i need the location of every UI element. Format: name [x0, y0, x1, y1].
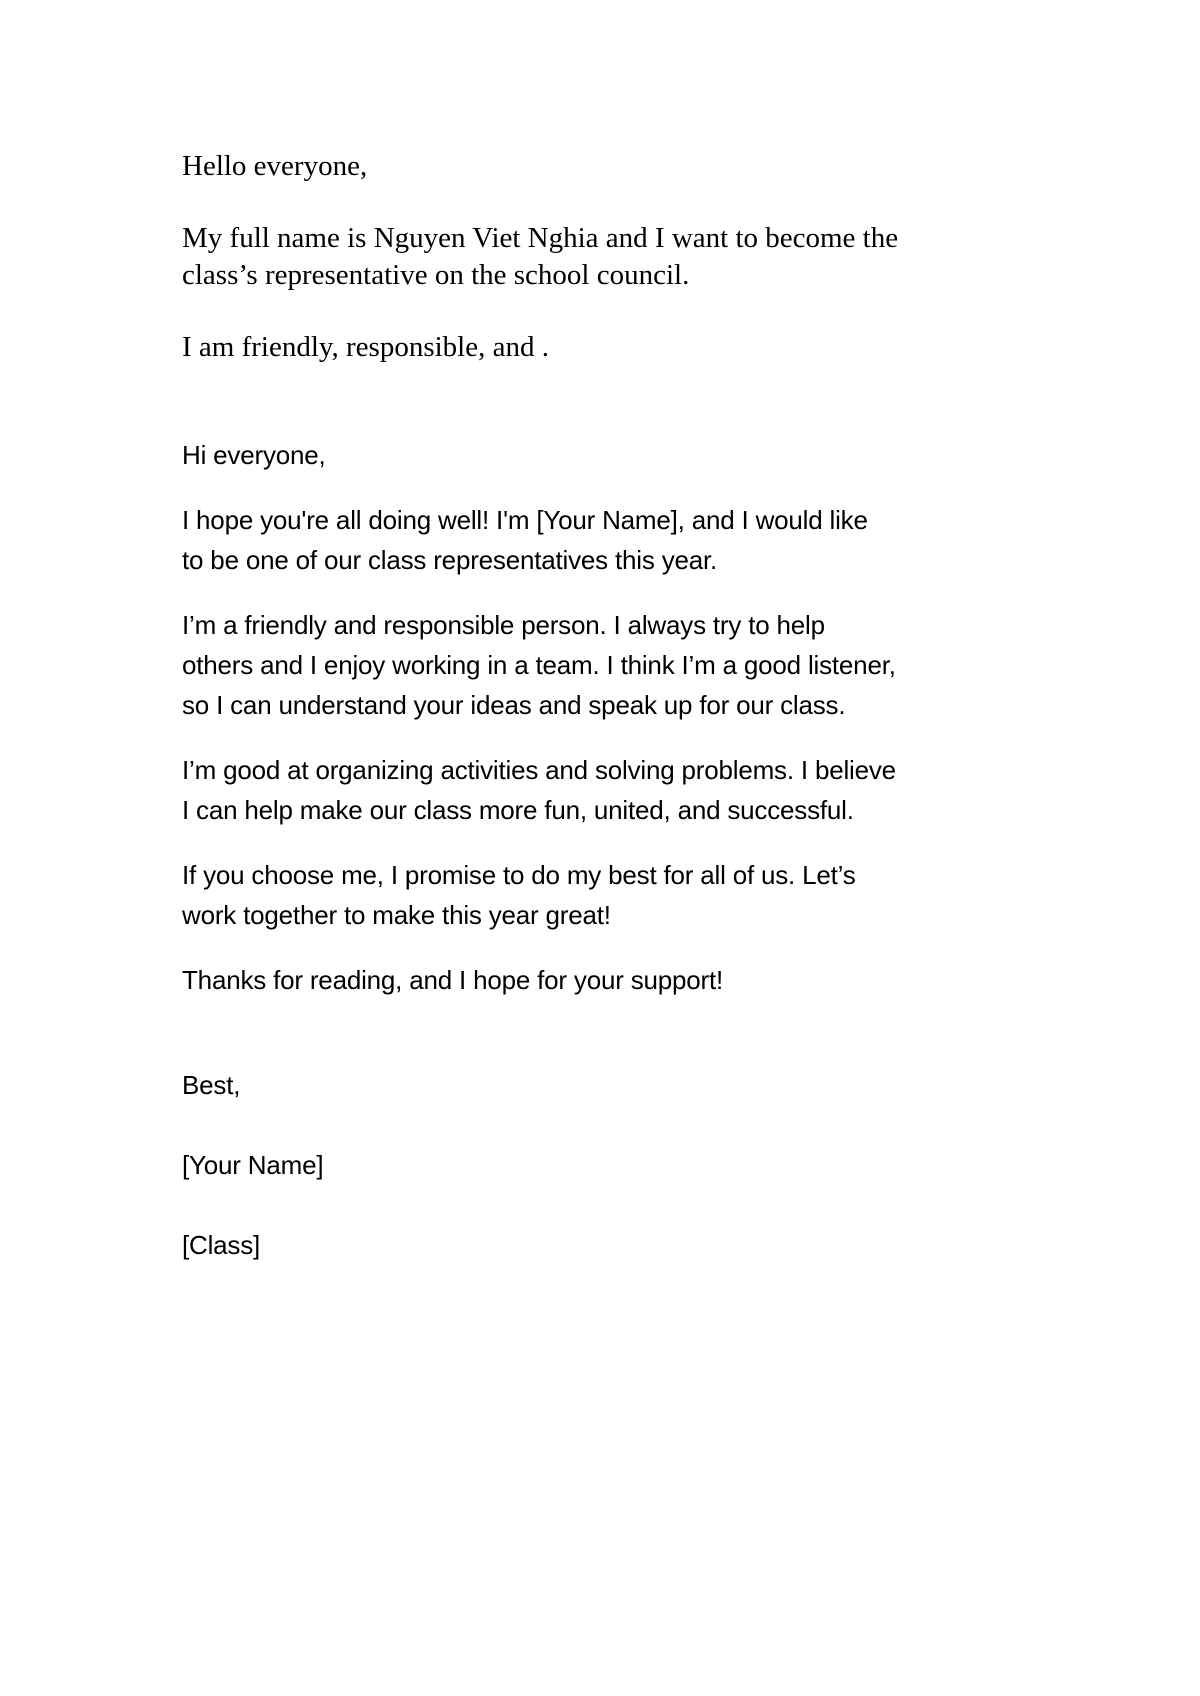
letter-paragraph: I’m good at organizing activities and solving problems. I believe I can help make our class more fun, united, and successful.: [182, 755, 896, 825]
document-body: [182, 148, 1062, 1330]
draft-greeting: Hello everyone,: [182, 150, 368, 182]
letter-paragraph: If you choose me, I promise to do my best for all of us. Let’s work together to make this year great!: [182, 860, 856, 930]
letter-paragraph: I’m a friendly and responsible person. I always try to help others and I enjoy working in a team. I think I’m a good listener, so I can understand your ideas and speak up for our class.: [182, 610, 896, 720]
draft-paragraph-traits: I am friendly, responsible, and .: [182, 331, 549, 363]
letter-greeting: Hi everyone,: [182, 440, 326, 470]
signature-class: [Class]: [182, 1230, 261, 1260]
letter-closing: Best,: [182, 1070, 241, 1100]
signature-name: [Your Name]: [182, 1150, 324, 1180]
letter-paragraph: I hope you're all doing well! I'm [Your Name], and I would like to be one of our class representatives this year.: [182, 505, 868, 575]
draft-paragraph-name: My full name is Nguyen Viet Nghia and I want to become the class’s representative on the school council.: [182, 222, 899, 291]
letter-signature-block: [182, 1025, 1062, 1305]
letter-paragraph: Thanks for reading, and I hope for your support!: [182, 965, 724, 995]
